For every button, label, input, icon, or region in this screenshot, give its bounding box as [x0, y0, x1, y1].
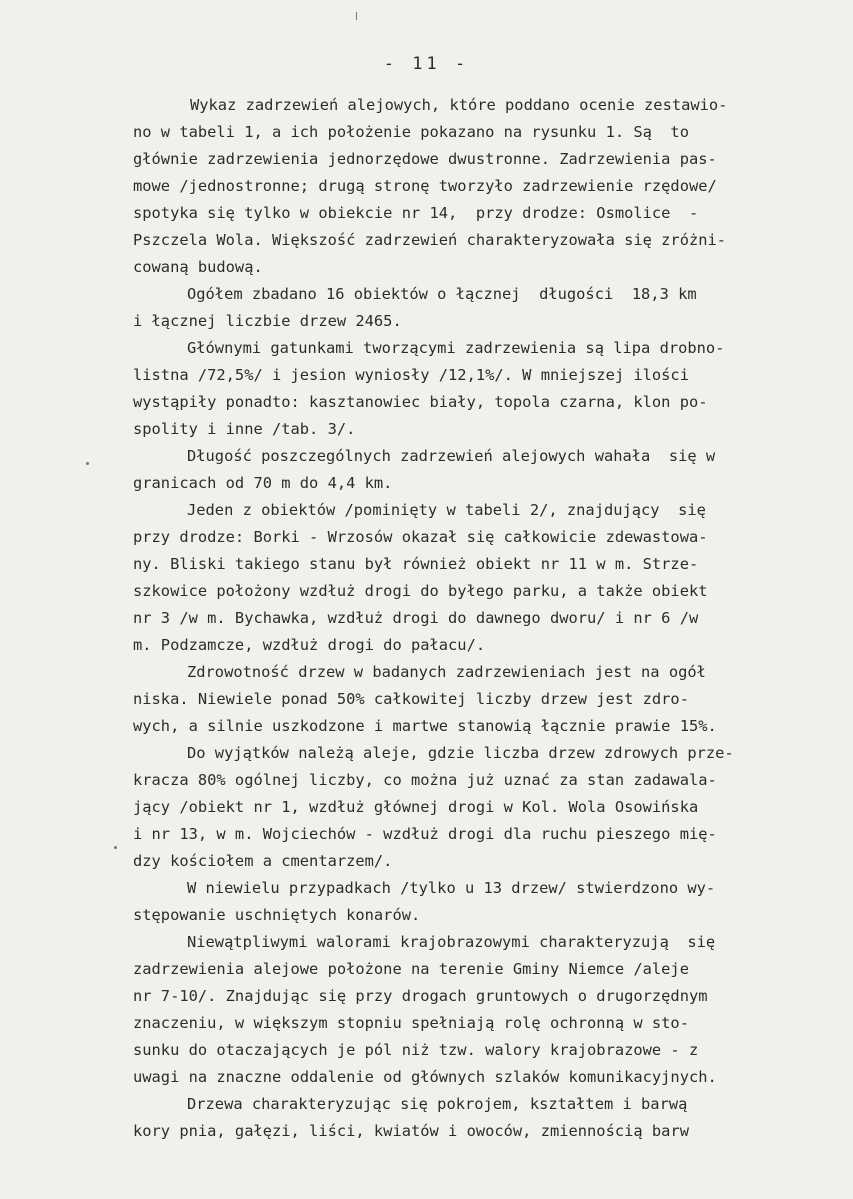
text-line: Zdrowotność drzew w badanych zadrzewieniach jest na ogół: [187, 663, 706, 681]
paper-speck: [356, 12, 357, 20]
text-line: no w tabeli 1, a ich położenie pokazano na rysunku 1. Są to: [133, 123, 689, 141]
text-line: nr 7-10/. Znajdując się przy drogach gruntowych o drugorzędnym: [133, 987, 708, 1005]
text-line: i nr 13, w m. Wojciechów - wzdłuż drogi dla ruchu pieszego mię-: [133, 825, 717, 843]
text-line: wystąpiły ponadto: kasztanowiec biały, topola czarna, klon po-: [133, 393, 708, 411]
text-line: cowaną budową.: [133, 258, 263, 276]
text-line: szkowice położony wzdłuż drogi do byłego parku, a także obiekt: [133, 582, 708, 600]
text-line: Do wyjątków należą aleje, gdzie liczba drzew zdrowych prze-: [187, 744, 734, 762]
text-line: sunku do otaczających je pól niż tzw. walory krajobrazowe - z: [133, 1041, 699, 1059]
text-line: wych, a silnie uszkodzone i martwe stanowią łącznie prawie 15%.: [133, 717, 717, 735]
text-line: kracza 80% ogólnej liczby, co można już uznać za stan zadawala-: [133, 771, 717, 789]
text-line: mowe /jednostronne; drugą stronę tworzyło zadrzewienie rzędowe/: [133, 177, 717, 195]
text-line: zadrzewienia alejowe położone na terenie Gminy Niemce /aleje: [133, 960, 689, 978]
text-line: spotyka się tylko w obiekcie nr 14, przy drodze: Osmolice -: [133, 204, 699, 222]
text-line: listna /72,5%/ i jesion wyniosły /12,1%/. W mniejszej ilości: [133, 366, 689, 384]
page-number: - 11 -: [383, 54, 470, 74]
text-line: uwagi na znaczne oddalenie od głównych szlaków komunikacyjnych.: [133, 1068, 717, 1086]
text-line: W niewielu przypadkach /tylko u 13 drzew/ stwierdzono wy-: [187, 879, 716, 897]
text-line: Pszczela Wola. Większość zadrzewień charakteryzowała się zróżni-: [133, 231, 727, 249]
text-line: stępowanie uschniętych konarów.: [133, 906, 421, 924]
text-line: Ogółem zbadano 16 obiektów o łącznej długości 18,3 km: [187, 285, 697, 303]
text-line: głównie zadrzewienia jednorzędowe dwustronne. Zadrzewienia pas-: [133, 150, 717, 168]
text-line: spolity i inne /tab. 3/.: [133, 420, 356, 438]
text-line: przy drodze: Borki - Wrzosów okazał się całkowicie zdewastowa-: [133, 528, 708, 546]
text-line: Długość poszczególnych zadrzewień alejowych wahała się w: [187, 447, 716, 465]
text-line: dzy kościołem a cmentarzem/.: [133, 852, 393, 870]
text-line: ny. Bliski takiego stanu był również obiekt nr 11 w m. Strze-: [133, 555, 699, 573]
paper-speck: [114, 846, 117, 849]
text-line: Wykaz zadrzewień alejowych, które poddano ocenie zestawio-: [190, 96, 728, 114]
text-line: niska. Niewiele ponad 50% całkowitej liczby drzew jest zdro-: [133, 690, 689, 708]
text-line: m. Podzamcze, wzdłuż drogi do pałacu/.: [133, 636, 486, 654]
text-line: Głównymi gatunkami tworzącymi zadrzewienia są lipa drobno-: [187, 339, 725, 357]
text-line: kory pnia, gałęzi, liści, kwiatów i owoców, zmiennością barw: [133, 1122, 689, 1140]
text-line: nr 3 /w m. Bychawka, wzdłuż drogi do dawnego dworu/ i nr 6 /w: [133, 609, 699, 627]
text-line: jący /obiekt nr 1, wzdłuż głównej drogi w Kol. Wola Osowińska: [133, 798, 699, 816]
paper-speck: [86, 462, 89, 465]
text-line: granicach od 70 m do 4,4 km.: [133, 474, 393, 492]
text-line: Niewątpliwymi walorami krajobrazowymi charakteryzują się: [187, 933, 716, 951]
text-line: Drzewa charakteryzując się pokrojem, kształtem i barwą: [187, 1095, 688, 1113]
text-line: znaczeniu, w większym stopniu spełniają rolę ochronną w sto-: [133, 1014, 689, 1032]
text-line: Jeden z obiektów /pominięty w tabeli 2/, znajdujący się: [187, 501, 706, 519]
text-line: i łącznej liczbie drzew 2465.: [133, 312, 402, 330]
